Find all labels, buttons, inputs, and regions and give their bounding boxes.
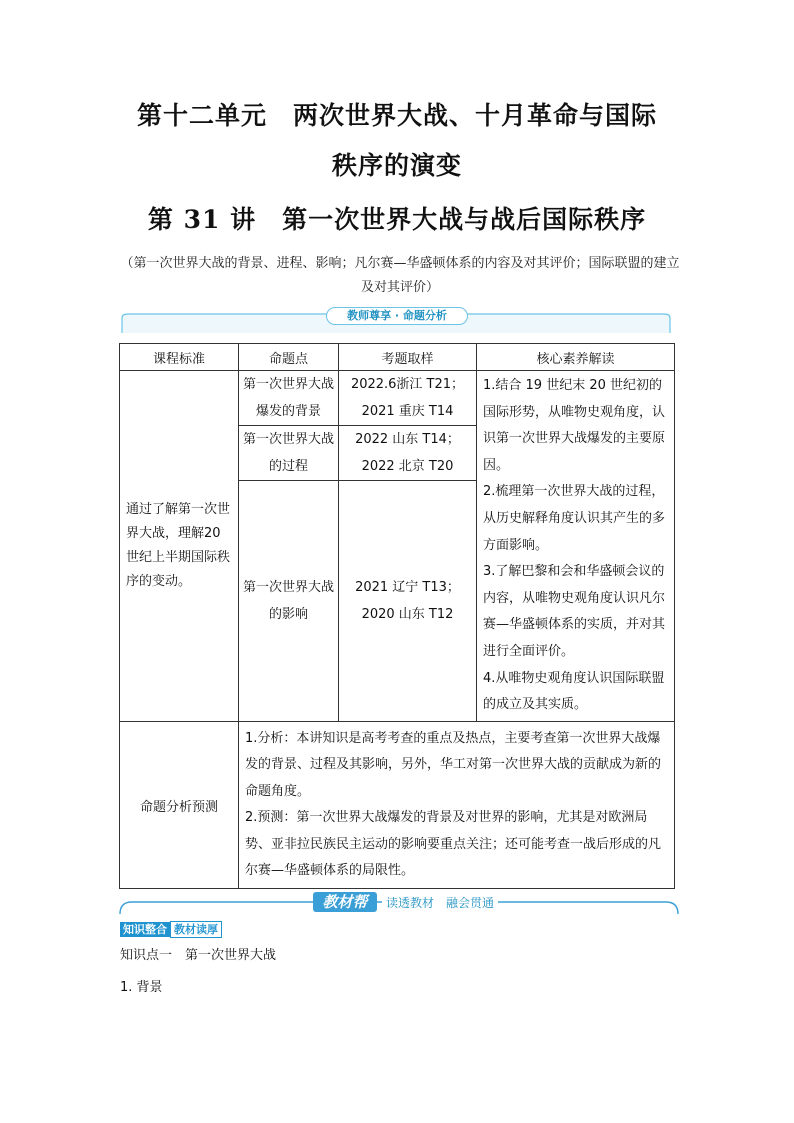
header-core: 核心素养解读: [477, 344, 675, 371]
prediction-item: 1.分析：本讲知识是高考考查的重点及热点，主要考查第一次世界大战爆发的背景、过程及其影响，另外，华工对第一次世界大战的贡献成为新的命题角度。: [245, 730, 662, 799]
textbook-banner: [118, 892, 680, 918]
table-header-row: [120, 344, 675, 371]
tag-knowledge-integration: 知识整合: [120, 922, 170, 937]
header-examples: 考题取样: [339, 344, 477, 371]
examples-cell: 2022 山东 T14；2022 北京 T20: [339, 426, 477, 481]
section-heading: 知识点一 第一次世界大战: [120, 948, 277, 963]
core-item: 1.结合 19 世纪末 20 世纪初的国际形势，从唯物史观角度，认识第一次世界大战爆发的主要原因。: [483, 378, 666, 473]
core-literacy-cell: [477, 371, 675, 722]
core-item: 3.了解巴黎和会和华盛顿会议的内容，从唯物史观角度认识凡尔赛—华盛顿体系的实质，并对其进行全面评价。: [483, 564, 666, 659]
header-standard: 课程标准: [120, 344, 239, 371]
core-item: 4.从唯物史观角度认识国际联盟的成立及其实质。: [483, 670, 665, 713]
prediction-cell: [239, 722, 675, 889]
textbook-banner-label: 教材帮: [313, 892, 377, 912]
unit-title-continued: 秩序的演变: [331, 151, 462, 180]
table-row: [120, 371, 675, 426]
subsection-heading: 1. 背景: [120, 980, 163, 995]
tag-textbook-reading: 教材读厚: [170, 921, 222, 938]
point-cell: 第一次世界大战的过程: [239, 426, 339, 481]
point-cell: 第一次世界大战爆发的背景: [239, 371, 339, 426]
teacher-analysis-banner: [120, 306, 672, 336]
prediction-item: 2.预测：第一次世界大战爆发的背景及对世界的影响，尤其是对欧洲局势、亚非拉民族民主运动的影响要重点关注；还可能考查一战后形成的凡尔赛—华盛顿体系的局限性。: [245, 810, 662, 878]
textbook-banner-subtitle: 读透教材 融会贯通: [382, 894, 498, 911]
analysis-table: [119, 343, 675, 889]
header-point: 命题点: [239, 344, 339, 371]
table-row: [120, 722, 675, 889]
examples-cell: 2022.6浙江 T21；2021 重庆 T14: [339, 371, 477, 426]
section-tags: [120, 921, 222, 937]
prediction-label: 命题分析预测: [120, 722, 239, 889]
core-item: 2.梳理第一次世界大战的过程，从历史解释角度认识其产生的多方面影响。: [483, 484, 666, 553]
banner-label: 教师尊享 · 命题分析: [326, 307, 468, 325]
lecture-title: 第 31 讲 第一次世界大战与战后国际秩序: [147, 205, 647, 234]
lecture-scope: （第一次世界大战的背景、进程、影响；凡尔赛—华盛顿体系的内容及对其评价；国际联盟的建立及对其评价）: [120, 256, 680, 295]
unit-title: 第十二单元 两次世界大战、十月革命与国际: [136, 101, 657, 130]
examples-cell: 2021 辽宁 T13；2020 山东 T12: [339, 481, 477, 722]
course-standard-cell: 通过了解第一次世界大战，理解20世纪上半期国际秩序的变动。: [120, 371, 239, 722]
point-cell: 第一次世界大战的影响: [239, 481, 339, 722]
